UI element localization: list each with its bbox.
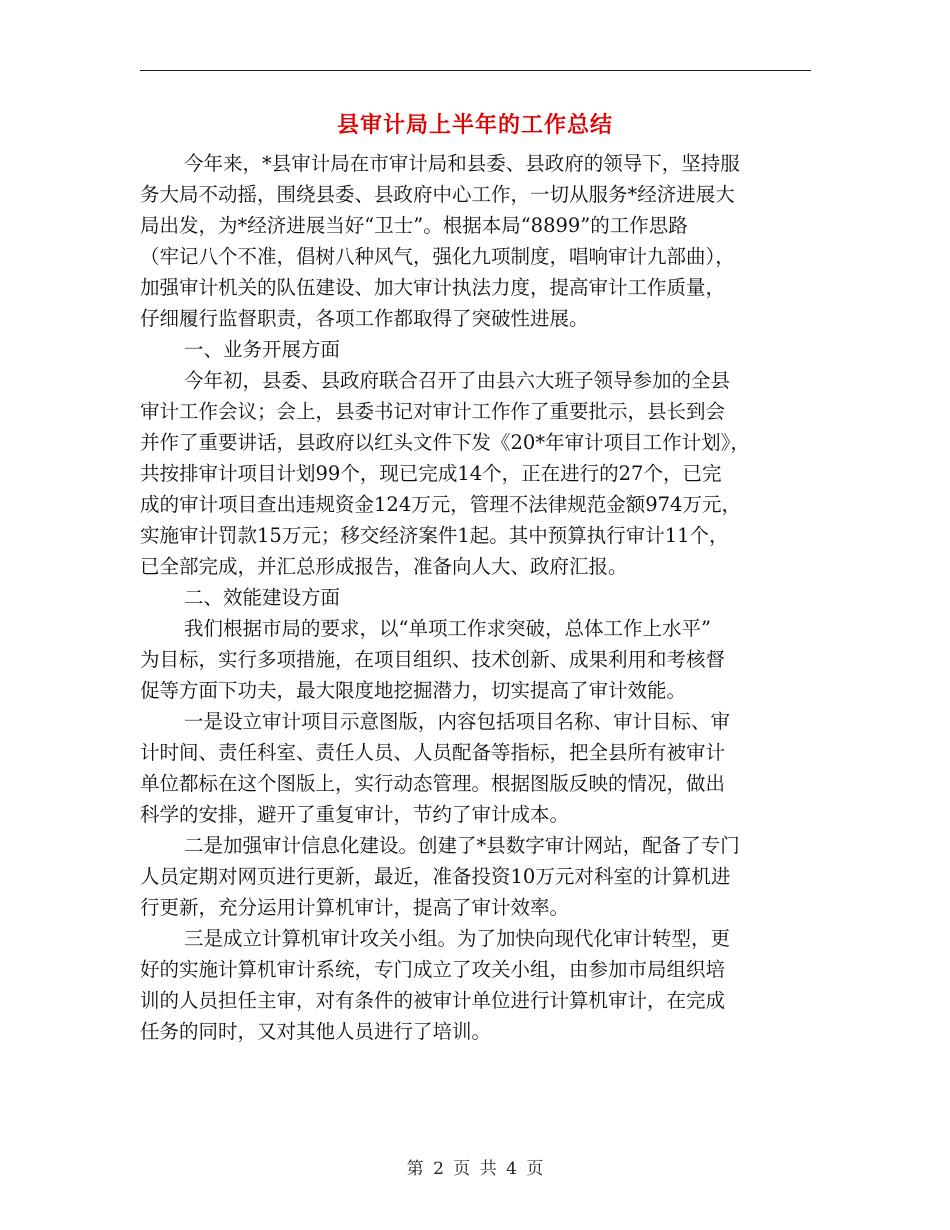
text-line: 一、业务开展方面 bbox=[184, 338, 341, 361]
text-line: 计时间、责任科室、责任人员、人员配备等指标，把全县所有被审计 bbox=[140, 741, 726, 764]
document-body bbox=[140, 148, 816, 1047]
text-line: 共按排审计项目计划99个，现已完成14个，正在进行的27个，已完 bbox=[140, 462, 722, 485]
text-line: 二、效能建设方面 bbox=[184, 586, 341, 609]
text-line: 我们根据市局的要求，以“单项工作求突破，总体工作上水平” bbox=[184, 617, 711, 640]
text-line: 今年来，*县审计局在市审计局和县委、县政府的领导下，坚持服 bbox=[184, 152, 740, 175]
document-title: 县审计局上半年的工作总结 bbox=[336, 112, 613, 138]
text-line: 仔细履行监督职责，各项工作都取得了突破性进展。 bbox=[140, 307, 589, 330]
text-line: 一是设立审计项目示意图版，内容包括项目名称、审计目标、审 bbox=[184, 710, 731, 733]
text-line: 为目标，实行多项措施，在项目组织、技术创新、成果利用和考核督 bbox=[140, 648, 726, 671]
text-line: 成的审计项目查出违规资金124万元，管理不法律规范金额974万元， bbox=[140, 493, 741, 516]
text-line: 人员定期对网页进行更新，最近，准备投资10万元对科室的计算机进 bbox=[140, 865, 731, 888]
text-line: 实施审计罚款15万元；移交经济案件1起。其中预算执行审计11个， bbox=[140, 524, 729, 547]
text-line: 三是成立计算机审计攻关小组。为了加快向现代化审计转型，更 bbox=[184, 927, 731, 950]
text-line: 局出发，为*经济进展当好“卫士”。根据本局“8899”的工作思路 bbox=[140, 214, 688, 237]
header-rule bbox=[140, 70, 811, 71]
text-line: 单位都标在这个图版上，实行动态管理。根据图版反映的情况，做出 bbox=[140, 772, 726, 795]
text-line: （牢记八个不准，倡树八种风气，强化九项制度，唱响审计九部曲）， bbox=[140, 245, 735, 268]
text-line: 科学的安排，避开了重复审计，节约了审计成本。 bbox=[140, 803, 570, 826]
text-line: 审计工作会议；会上，县委书记对审计工作作了重要批示，县长到会 bbox=[140, 400, 726, 423]
text-line: 务大局不动摇，围绕县委、县政府中心工作，一切从服务*经济进展大 bbox=[140, 183, 735, 206]
text-line: 加强审计机关的队伍建设、加大审计执法力度，提高审计工作质量， bbox=[140, 276, 726, 299]
text-line: 已全部完成，并汇总形成报告，准备向人大、政府汇报。 bbox=[140, 555, 628, 578]
text-line: 训的人员担任主审，对有条件的被审计单位进行计算机审计，在完成 bbox=[140, 989, 726, 1012]
text-line: 今年初，县委、县政府联合召开了由县六大班子领导参加的全县 bbox=[184, 369, 731, 392]
page-footer: 第 2 页 共 4 页 bbox=[406, 1159, 544, 1179]
text-line: 好的实施计算机审计系统，专门成立了攻关小组，由参加市局组织培 bbox=[140, 958, 726, 981]
text-line: 任务的同时，又对其他人员进行了培训。 bbox=[140, 1020, 492, 1043]
text-line: 二是加强审计信息化建设。创建了*县数字审计网站，配备了专门 bbox=[184, 834, 740, 857]
text-line: 并作了重要讲话，县政府以红头文件下发《20*年审计项目工作计划》， bbox=[140, 431, 750, 454]
text-line: 促等方面下功夫，最大限度地挖掘潜力，切实提高了审计效能。 bbox=[140, 679, 687, 702]
text-line: 行更新，充分运用计算机审计，提高了审计效率。 bbox=[140, 896, 570, 919]
